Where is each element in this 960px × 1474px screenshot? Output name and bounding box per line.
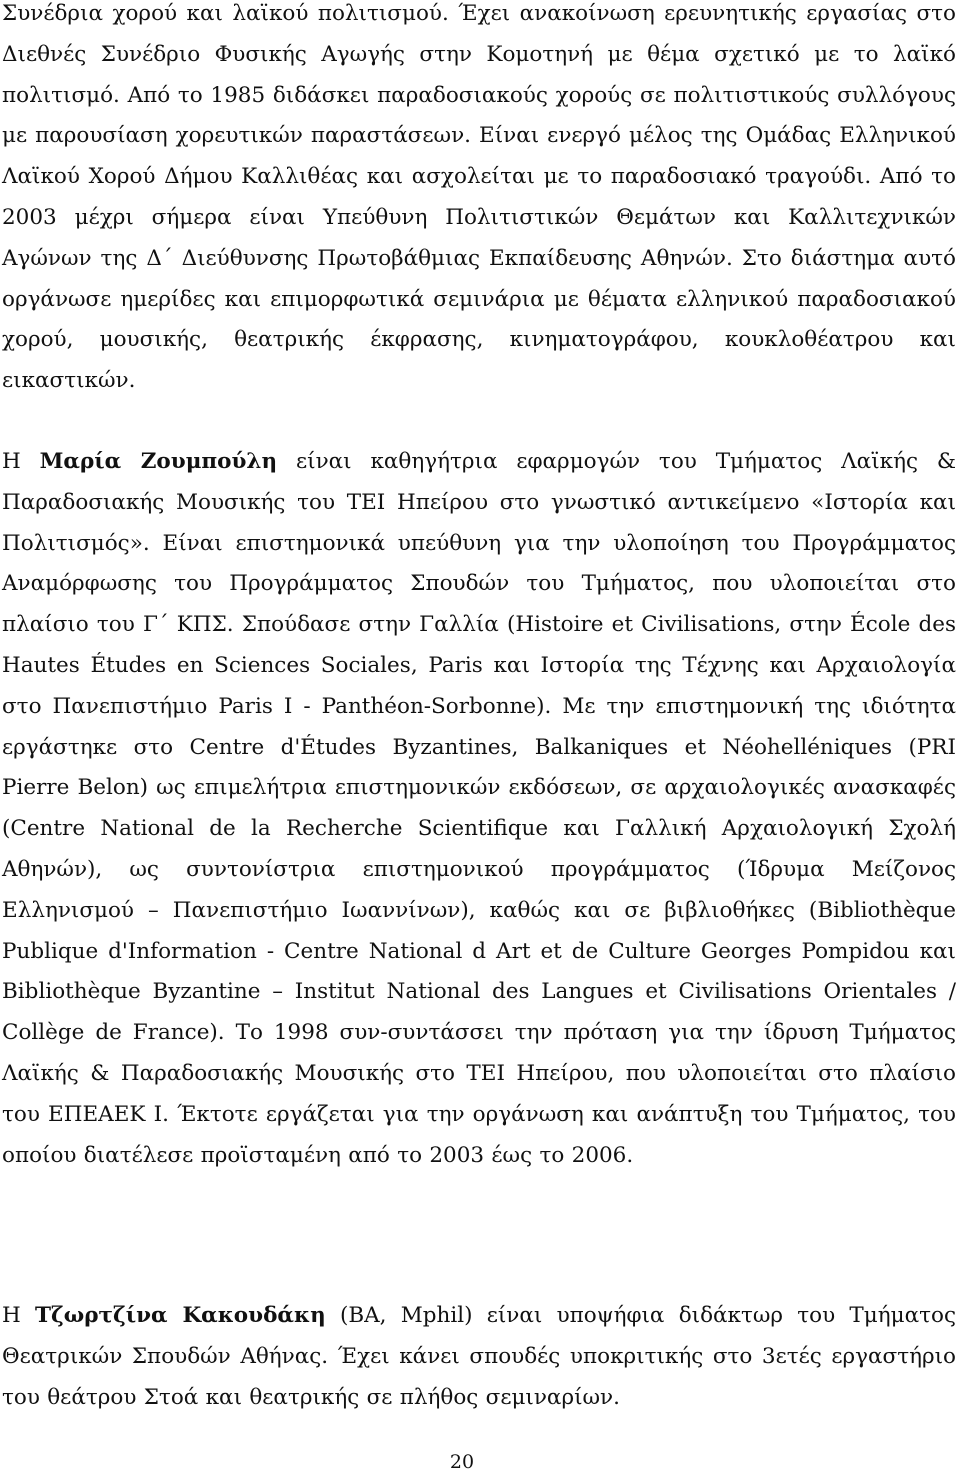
paragraph-dance-culture-bio xyxy=(2,0,956,402)
paragraph-tzortzina-kakoudaki-bio xyxy=(2,1296,956,1418)
person-name: Μαρία Ζουμπούλη xyxy=(39,449,278,474)
paragraph-text: (BA, Mphil) είναι υποψήφια διδάκτωρ του Τμήματος Θεατρικών Σπουδών Αθήνας. Έχει κάνει σπουδές υποκριτικής στο 3ετές εργαστήριο του θεάτρου Στοά και θεατρικής σε πλήθος σεμιναρίων. xyxy=(2,1303,956,1410)
paragraph-text: είναι καθηγήτρια εφαρμογών του Τμήματος Λαϊκής & Παραδοσιακής Μουσικής του ΤΕΙ Ηπείρου στο γνωστικό αντικείμενο «Ιστορία και Πολιτισμός». Είναι επιστημονικά υπεύθυνη για την υλοποίηση του Προγράμματος Αναμόρφωσης του Προγράμματος Σπουδών του Τμήματος, που υλοποιείται στο πλαίσιο του Γ΄ ΚΠΣ. Σπούδασε στην Γαλλία (Histoire et Civilisations, στην École des Hautes Études en Sciences Sociales, Paris και Ιστορία της Τέχνης και Αρχαιολογία στο Πανεπιστήμιο Paris I - Panthéon-Sorbonne). Με την επιστημονική της ιδιότητα εργάστηκε στο Centre d'Études Byzantines, Balkaniques et Néohelléniques (PRI Pierre Belon) ως επιμελήτρια επιστημονικών εκδόσεων, σε αρχαιολογικές ανασκαφές (Centre National de la Recherche Scientifique και Γαλλική Αρχαιολογική Σχολή Αθηνών), ως συντονίστρια επιστημονικού προγράμματος (Ίδρυμα Μείζονος Ελληνισμού – Πανεπιστήμιο Ιωαννίνων), καθώς και σε βιβλιοθήκες (Bibliothèque Publique d'Information - Centre National d Art et de Culture Georges Pompidou και Bibliothèque Byzantine – Institut National des Langues et Civilisations Orientales / Collège de France). Το 1998 συν-συντάσσει την πρόταση για την ίδρυση Τμήματος Λαϊκής & Παραδοσιακής Μουσικής στο ΤΕΙ Ηπείρου, που υλοποιείται στο πλαίσιο του ΕΠΕΑΕΚ Ι. Έκτοτε εργάζεται για την οργάνωση και ανάπτυξη του Τμήματος, του οποίου διατέλεσε προϊσταμένη από το 2003 έως το 2006. xyxy=(2,449,956,1168)
page-number: 20 xyxy=(449,1451,475,1473)
paragraph-text: Συνέδρια χορού και λαϊκού πολιτισμού. Έχει ανακοίνωση ερευνητικής εργασίας στο Διεθνές Συνέδριο Φυσικής Αγωγής στην Κομοτηνή με θέμα σχετικό με το λαϊκό πολιτισμό. Από το 1985 διδάσκει παραδοσιακούς χορούς σε πολιτιστικούς συλλόγους με παρουσίαση χορευτικών παραστάσεων. Είναι ενεργό μέλος της Ομάδας Ελληνικού Λαϊκού Χορού Δήμου Καλλιθέας και ασχολείται με το παραδοσιακό τραγούδι. Από το 2003 μέχρι σήμερα είναι Υπεύθυνη Πολιτιστικών Θεμάτων και Καλλιτεχνικών Αγώνων της Δ΄ Διεύθυνσης Πρωτοβάθμιας Εκπαίδευσης Αθηνών. Στο διάστημα αυτό οργάνωσε ημερίδες και επιμορφωτικά σεμινάρια με θέματα ελληνικού παραδοσιακού χορού, μουσικής, θεατρικής έκφρασης, κινηματογράφου, κουκλοθέατρου και εικαστικών. xyxy=(2,1,956,394)
person-name: Τζωρτζίνα Κακουδάκη xyxy=(35,1303,326,1328)
paragraph-lead: Η xyxy=(2,1303,35,1328)
paragraph-lead: Η xyxy=(2,449,40,474)
paragraph-maria-zoumpouli-bio xyxy=(2,442,956,1176)
